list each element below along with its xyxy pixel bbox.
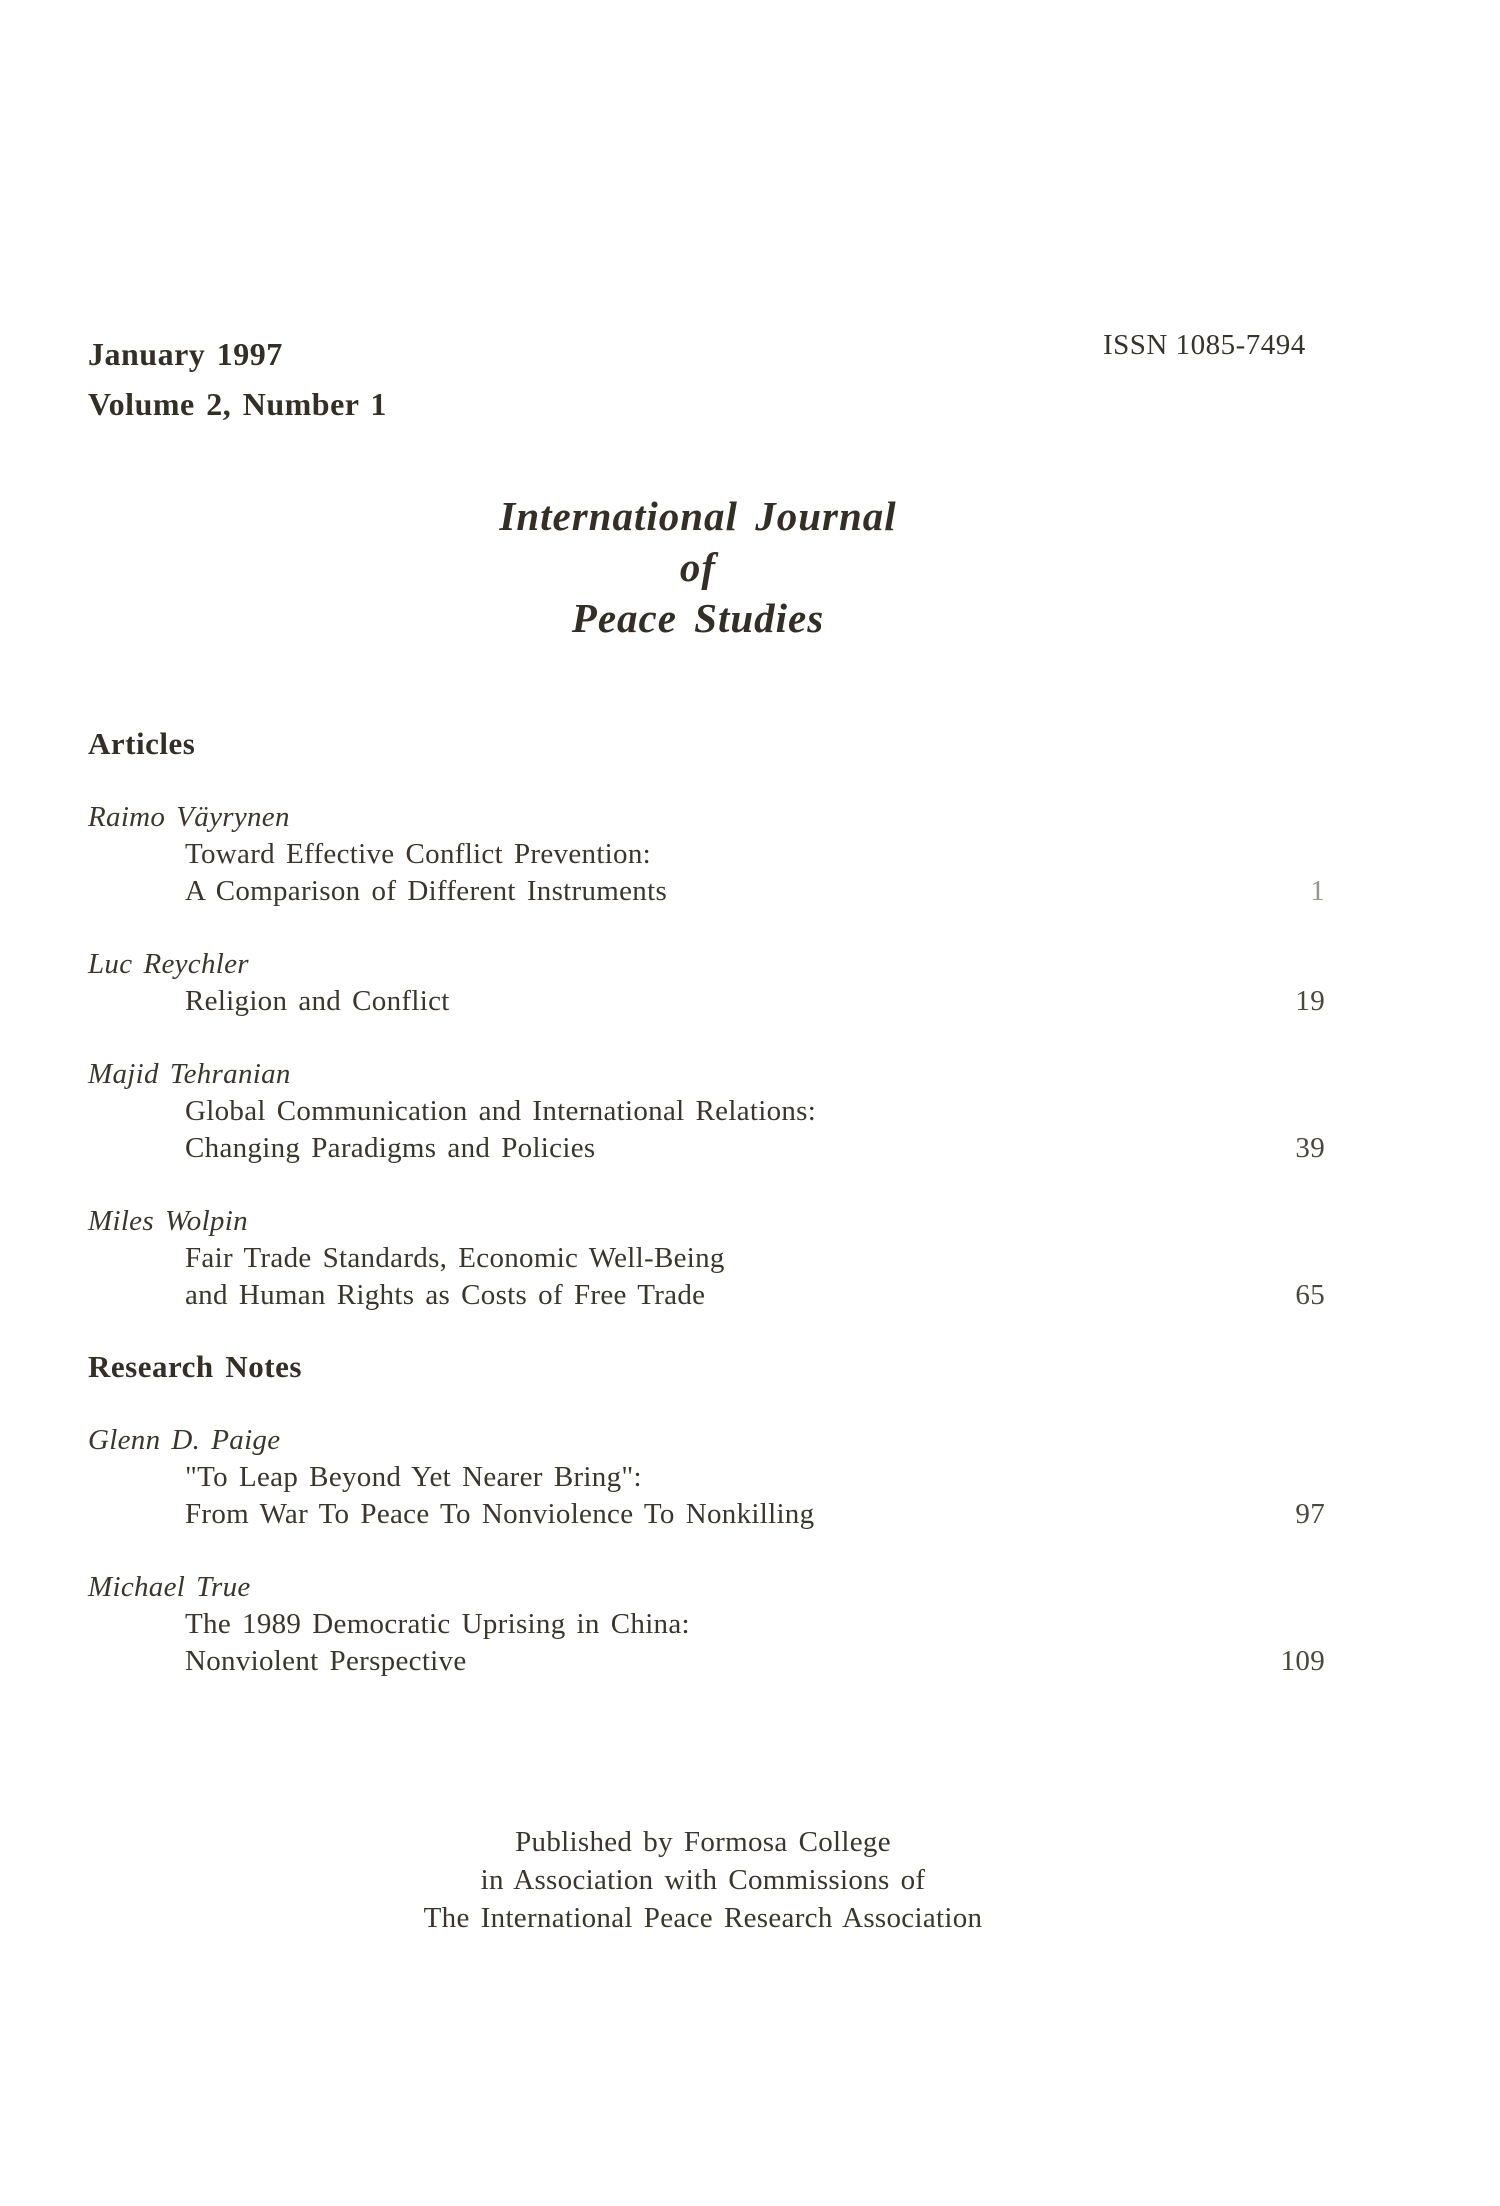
entry-page-number: 109	[1280, 1645, 1325, 1677]
entry-title-line: Fair Trade Standards, Economic Well-Being	[185, 1242, 725, 1274]
toc-entry	[88, 946, 1325, 1020]
issue-info	[88, 329, 387, 429]
entry-author: Majid Tehranian	[88, 1058, 291, 1090]
entry-page-number: 39	[1295, 1132, 1325, 1164]
entry-page-number: 19	[1295, 985, 1325, 1017]
entry-page-number: 65	[1295, 1279, 1325, 1311]
entry-title-line: Religion and Conflict	[185, 985, 450, 1017]
entry-title-line: A Comparison of Different Instruments	[185, 875, 668, 907]
entry-title-line: "To Leap Beyond Yet Nearer Bring":	[185, 1461, 642, 1493]
toc-entry	[88, 1422, 1325, 1533]
toc-entry	[88, 1203, 1325, 1314]
entry-title-row	[88, 1130, 1325, 1167]
entry-title-row	[88, 1277, 1325, 1314]
publisher-line2: in Association with Commissions of	[480, 1864, 926, 1896]
table-of-contents	[88, 725, 1325, 1680]
entry-title-line: The 1989 Democratic Uprising in China:	[185, 1608, 690, 1640]
entry-author: Luc Reychler	[88, 948, 249, 980]
entry-author: Miles Wolpin	[88, 1205, 248, 1237]
issue-date: January 1997	[88, 336, 283, 372]
toc-entry	[88, 799, 1325, 910]
publisher-line1: Published by Formosa College	[515, 1826, 891, 1858]
entry-title-line: Changing Paradigms and Policies	[185, 1132, 596, 1164]
publisher-info	[0, 1823, 1406, 1937]
toc-entry	[88, 1569, 1325, 1680]
entry-title-line: Global Communication and International Relations:	[185, 1095, 817, 1127]
entry-author: Michael True	[88, 1571, 251, 1603]
entry-title-row	[88, 873, 1325, 910]
entry-page-number: 1	[1310, 875, 1325, 907]
entry-title-row	[88, 1643, 1325, 1680]
entry-author: Glenn D. Paige	[88, 1424, 281, 1456]
entry-title-row	[88, 1496, 1325, 1533]
section-heading-articles: Articles	[88, 726, 196, 761]
entry-title-row	[88, 983, 1325, 1020]
toc-entry	[88, 1056, 1325, 1167]
journal-title	[0, 491, 1396, 644]
entry-title-line: From War To Peace To Nonviolence To Nonkilling	[185, 1498, 815, 1530]
section-heading-research-notes: Research Notes	[88, 1349, 302, 1384]
journal-title-line3: Peace Studies	[571, 595, 825, 641]
journal-title-line2: of	[679, 544, 717, 590]
entry-title-line: Nonviolent Perspective	[185, 1645, 467, 1677]
entry-author: Raimo Väyrynen	[88, 801, 290, 833]
entry-title-line: Toward Effective Conflict Prevention:	[185, 838, 651, 870]
journal-title-line1: International Journal	[499, 493, 897, 539]
entry-title-line: and Human Rights as Costs of Free Trade	[185, 1279, 706, 1311]
publisher-line3: The International Peace Research Association	[423, 1902, 983, 1934]
entry-page-number: 97	[1295, 1498, 1325, 1530]
issue-volume: Volume 2, Number 1	[88, 386, 387, 422]
issn-number: ISSN 1085-7494	[1103, 329, 1306, 361]
